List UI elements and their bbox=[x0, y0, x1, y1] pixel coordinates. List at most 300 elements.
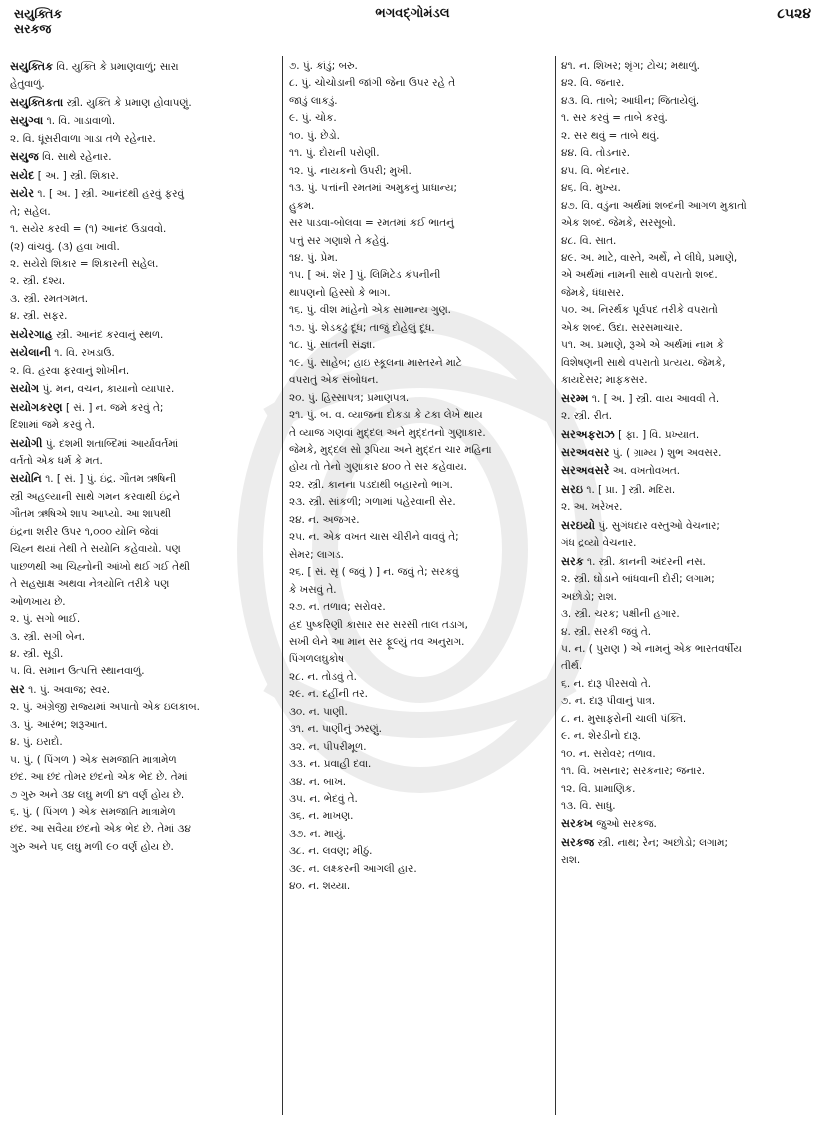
book-title: ભગવદ્ગોમંડલ bbox=[375, 6, 450, 21]
definition-text: ૧૫. [ અં. શૅર ] પું. લિમિટેડ કંપનીની bbox=[289, 269, 441, 282]
definition-text: ૩૩. ન. પ્રવાહી દવા. bbox=[289, 758, 372, 771]
text-line bbox=[289, 582, 551, 599]
definition-text: ગંધ દ્રવ્યો વેચનાર. bbox=[561, 537, 637, 550]
text-line bbox=[561, 215, 818, 232]
definition-text: ૧૮. પું. સાતની સંજ્ઞા. bbox=[289, 339, 376, 352]
text-line bbox=[10, 717, 278, 734]
definition-text: ૨૫. ન. એક વખત ચાસ ચીરીને વાવવું તે; bbox=[289, 531, 459, 544]
text-line bbox=[10, 524, 278, 541]
definition-text: ૧૧. વિ. ખસનાર; સરકનાર; જનાર. bbox=[561, 765, 706, 778]
definition-text: ૧. વિ. રખડાઉ. bbox=[50, 347, 115, 360]
definition-text: ૪૫. વિ. ભેદનાર. bbox=[561, 164, 630, 177]
definition-text: ૨૪. ન. અજગર. bbox=[289, 513, 360, 526]
headword: સરકજ bbox=[561, 835, 595, 849]
definition-text: તીર્થ. bbox=[561, 660, 583, 673]
definition-text: ૪૩. વિ. તાબે; આધીન; જિતાયેલું. bbox=[561, 94, 700, 107]
definition-text: એક શબ્દ. ઉદા. સરસમાચાર. bbox=[561, 321, 683, 334]
definition-text: તે વ્યાજ ગણવાં મુદ્દલ અને મુદ્દતનો ગુણાકાર. bbox=[289, 426, 486, 439]
definition-text: ૧૨. વિ. પ્રામાણિક. bbox=[561, 782, 636, 795]
column-divider bbox=[282, 56, 283, 1115]
definition-text: ૩૯. ન. લક્ષ્કરની આગલી હાર. bbox=[289, 862, 417, 875]
definition-text: છંદ. આ છંદ તોમર છંદનો એક ભેદ છે. તેમાં bbox=[10, 771, 188, 784]
definition-text: તે; સહેલ. bbox=[10, 205, 51, 218]
definition-text: ૩૬. ન. માખણ. bbox=[289, 810, 354, 823]
text-line bbox=[289, 355, 551, 372]
text-line bbox=[289, 791, 551, 808]
text-line bbox=[289, 233, 551, 250]
text-line bbox=[561, 180, 818, 197]
text-line bbox=[561, 302, 818, 319]
text-line bbox=[561, 798, 818, 815]
definition-text: વર્તતો એક ધર્મ કે મત. bbox=[10, 454, 103, 467]
definition-text: ૪૯. અ. માટે, વાસ્તે, અર્થે, ને લીધે, પ્રમાણે, bbox=[561, 251, 738, 264]
text-line bbox=[561, 711, 818, 728]
definition-text: ૨૭. ન. તળાવ; સરોવર. bbox=[289, 601, 386, 614]
definition-text: ૯. પું. ચોક. bbox=[289, 112, 337, 125]
definition-text: ૧૬. પું. વીશ માંહેનો એક સામાન્ય ગુણ. bbox=[289, 304, 451, 317]
text-line bbox=[289, 739, 551, 756]
definition-text: ૨૨. સ્ત્રી. કાનના પડદાથી બહારનો ભાગ. bbox=[289, 478, 453, 491]
entry-line bbox=[561, 426, 818, 444]
text-line bbox=[289, 529, 551, 546]
text-line bbox=[289, 267, 551, 284]
definition-text: તે સહસ્રાક્ષ અથવા નેત્રયોનિ તરીકે પણ bbox=[10, 578, 170, 591]
entry-line bbox=[561, 834, 818, 852]
entry-line bbox=[561, 444, 818, 462]
text-line bbox=[289, 337, 551, 354]
text-line bbox=[289, 302, 551, 319]
text-line bbox=[561, 589, 818, 606]
definition-text: ૪. સ્ત્રી. સરકી જવું તે. bbox=[561, 625, 652, 638]
text-line bbox=[561, 128, 818, 145]
entry-line bbox=[10, 470, 278, 488]
definition-text: અ. વખતોવખત. bbox=[609, 465, 681, 478]
column-1 bbox=[10, 58, 278, 1117]
definition-text: ૨૮. ન. તોડવું તે. bbox=[289, 670, 357, 683]
text-line bbox=[10, 611, 278, 628]
definition-text: (૨) વાંચવું. (૩) હવા ખાવી. bbox=[10, 240, 120, 253]
text-line bbox=[561, 58, 818, 75]
definition-text: ૫. વિ. સમાન ઉત્પત્તિ સ્થાનવાળું. bbox=[10, 665, 145, 678]
text-line bbox=[10, 489, 278, 506]
text-line bbox=[561, 372, 818, 389]
text-line bbox=[561, 499, 818, 516]
text-line bbox=[289, 494, 551, 511]
definition-text: પિંગળલઘુકોષ bbox=[289, 653, 345, 666]
definition-text: ૪૧. ન. શિખર; શૃંગ; ટોચ; મથાળું. bbox=[561, 60, 700, 72]
definition-text: ૧. [ સં. ] પું. ઇંદ્ર. ગૌતમ ઋષિની bbox=[41, 473, 177, 486]
headword: સયોગકરણ bbox=[10, 400, 63, 414]
text-line bbox=[10, 821, 278, 838]
definition-text: સ્ત્રી અહલ્યાની સાથે ગમન કરવાથી ઇંદ્રને bbox=[10, 490, 181, 503]
text-line bbox=[10, 734, 278, 751]
definition-text: ૮. પું. ચોચોડાની જાંગી જેના ઉપર રહે તે bbox=[289, 77, 456, 90]
definition-text: ૧૨. પું. નાયકનો ઉપરી; મુખી. bbox=[289, 164, 412, 177]
text-line bbox=[10, 221, 278, 238]
text-line bbox=[10, 417, 278, 434]
text-line bbox=[10, 291, 278, 308]
definition-text: જેમકે, મુદ્દલ સો રૂપિયા અને મુદ્દત ચાર મહિના bbox=[289, 443, 492, 456]
text-line bbox=[289, 477, 551, 494]
definition-text: ૪. પું. ઇરાદો. bbox=[10, 736, 63, 749]
entry-line bbox=[561, 553, 818, 571]
definition-text: [ સં. ] ન. જમે કરવું તે; bbox=[62, 401, 164, 414]
definition-text: થાપણનો હિસ્સો કે ભાગ. bbox=[289, 286, 391, 299]
text-line bbox=[289, 285, 551, 302]
definition-text: ૩૧. ન. પાણીનું ઝરણું. bbox=[289, 723, 382, 736]
headword: સયોનિ bbox=[10, 472, 42, 486]
definition-text: ૩. સ્ત્રી. સગી બેન. bbox=[10, 630, 86, 643]
entry-line bbox=[10, 435, 278, 453]
definition-text: પત્તું સર ગણાશે તે કહેવું. bbox=[289, 234, 390, 247]
definition-text: સ્ત્રી. યુક્તિ કે પ્રમાણ હોવાપણું. bbox=[63, 96, 192, 109]
entry-line bbox=[561, 462, 818, 480]
definition-text: ૧૭. પું. શેડકઢું દૂધ; તાજું દોહેલું દૂધ. bbox=[289, 321, 435, 334]
definition-text: ૧૩. પું. પત્તાંની રમતમાં અમુકનું પ્રાધાન્ય; bbox=[289, 182, 457, 195]
definition-text: ૧. [ અ. ] સ્ત્રી. આનંદથી હરવું ફરવું bbox=[34, 188, 184, 201]
text-line bbox=[561, 337, 818, 354]
definition-text: ૧૧. પું. દોરાની પરોણી. bbox=[289, 147, 380, 160]
headword: સરઅવસર bbox=[561, 445, 610, 459]
definition-text: ૧૪. પું. પ્રેમ. bbox=[289, 251, 338, 264]
text-line bbox=[289, 250, 551, 267]
text-line bbox=[289, 320, 551, 337]
text-line bbox=[561, 852, 818, 869]
definition-text: ૫૦. અ. નિરર્થક પૂર્વપદ તરીકે વપરાતો bbox=[561, 304, 718, 317]
text-line bbox=[10, 308, 278, 325]
definition-text: વિ. યુક્તિ કે પ્રમાણવાળું; સારા bbox=[53, 61, 179, 73]
text-line bbox=[289, 128, 551, 145]
definition-text: ૨. પું. સગો ભાઈ. bbox=[10, 613, 81, 626]
text-line bbox=[561, 728, 818, 745]
header-last-word: સરકજ bbox=[14, 21, 52, 36]
definition-text: સ્ત્રી. નાથ; રેન; અછોડો; લગામ; bbox=[594, 836, 728, 849]
text-line bbox=[561, 763, 818, 780]
definition-text: ૧. [ પ્રા. ] સ્ત્રી. મદિરા. bbox=[583, 483, 676, 496]
text-line bbox=[289, 390, 551, 407]
text-line bbox=[289, 669, 551, 686]
text-line bbox=[561, 163, 818, 180]
definition-text: ૫૧. અ. પ્રમાણે, રૂએ એ અર્થમાં નામ કે bbox=[561, 339, 724, 352]
text-line bbox=[10, 699, 278, 716]
text-line bbox=[289, 861, 551, 878]
definition-text: ૨. સયેરો શિકાર = શિકારની સહેલ. bbox=[10, 257, 159, 270]
definition-text: ઇંદ્રના શરીર ઉપર ૧,૦૦૦ યોનિ જેવાં bbox=[10, 525, 159, 538]
text-line bbox=[289, 843, 551, 860]
definition-text: ૪. સ્ત્રી. સૂડી. bbox=[10, 647, 64, 660]
text-line bbox=[289, 75, 551, 92]
entry-line bbox=[10, 167, 278, 185]
definition-text: ૩. સ્ત્રી. ચરક; પક્ષીની હગાર. bbox=[561, 608, 680, 621]
headword: સયેદ bbox=[10, 168, 35, 182]
definition-text: ૧. [ અ. ] સ્ત્રી. વાય આવવી તે. bbox=[588, 392, 720, 405]
text-line bbox=[289, 163, 551, 180]
definition-text: ૧. સર કરવું = તાબે કરવું. bbox=[561, 112, 668, 125]
headword: સયોગ bbox=[10, 382, 40, 396]
text-line bbox=[561, 355, 818, 372]
text-line bbox=[561, 267, 818, 284]
definition-text: છંદ. આ સવૈયા છંદનો એક ભેદ છે. તેમાં ૩૪ bbox=[10, 823, 191, 836]
entry-line bbox=[10, 681, 278, 699]
definition-text: ૪૮. વિ. સાત. bbox=[561, 234, 617, 247]
text-line bbox=[289, 459, 551, 476]
text-line bbox=[289, 372, 551, 389]
text-line bbox=[10, 629, 278, 646]
definition-text: હેતુવાળું. bbox=[10, 78, 45, 91]
definition-text: પું. મન, વચન, કાયાનો વ્યાપાર. bbox=[39, 383, 175, 396]
entry-line bbox=[561, 517, 818, 535]
headword: સયુક્તિક bbox=[10, 60, 54, 73]
text-line bbox=[289, 617, 551, 634]
text-line bbox=[289, 215, 551, 232]
text-line bbox=[561, 110, 818, 127]
definition-text: ચિહ્ન થયાં તેથી તે સયોનિ કહેવાયો. પણ bbox=[10, 543, 181, 556]
definition-text: ૨. વિ. ધૂંસરીવાળા ગાડા તળે રહેનાર. bbox=[10, 132, 156, 145]
text-line bbox=[10, 787, 278, 804]
entry-line bbox=[10, 94, 278, 112]
entry-line bbox=[10, 380, 278, 398]
definition-text: ૪૦. ન. શય્યા. bbox=[289, 880, 351, 893]
text-line bbox=[561, 93, 818, 110]
text-line bbox=[289, 808, 551, 825]
entry-line bbox=[10, 58, 278, 76]
text-line bbox=[289, 407, 551, 424]
text-line bbox=[561, 676, 818, 693]
text-line bbox=[10, 506, 278, 523]
text-line bbox=[561, 75, 818, 92]
definition-text: ૨૯. ન. દહીંની તર. bbox=[289, 688, 368, 701]
headword: સરઅફરાઝ bbox=[561, 427, 615, 441]
text-line bbox=[561, 571, 818, 588]
text-line bbox=[289, 756, 551, 773]
text-line bbox=[561, 641, 818, 658]
definition-text: ૫. ન. ( પુરાણ ) એ નામનું એક ભારતવર્ષીય bbox=[561, 642, 742, 655]
definition-text: ૮. ન. મુસાફરોની ચાલી પંક્તિ. bbox=[561, 712, 687, 725]
headword: સરઇયો bbox=[561, 518, 595, 532]
headword: સરઅવસરે bbox=[561, 464, 610, 478]
text-line bbox=[289, 878, 551, 895]
column-divider bbox=[555, 56, 556, 1115]
text-line bbox=[10, 453, 278, 470]
definition-text: રાશ. bbox=[561, 854, 581, 867]
definition-text: ૩. સ્ત્રી. રમતગમત. bbox=[10, 292, 89, 305]
definition-text: ૭. પું. કાંડું; બરુ. bbox=[289, 60, 358, 72]
definition-text: ૭. ન. દારૂ પીવાનું પાત્ર. bbox=[561, 695, 656, 708]
definition-text: ૩૨. ન. પીપરીમૂળ. bbox=[289, 740, 367, 753]
text-line bbox=[561, 658, 818, 675]
definition-text: ૪૭. વિ. વડુંના અર્થમાં શબ્દની આગળ મુકાતો bbox=[561, 199, 747, 212]
definition-text: ૪૪. વિ. તોડનાર. bbox=[561, 147, 631, 160]
text-line bbox=[10, 752, 278, 769]
definition-text: પું. સુગંધદાર વસ્તુઓ વેચનાર; bbox=[595, 519, 720, 532]
definition-text: વપરાતું એક સંબોધન. bbox=[289, 374, 379, 387]
definition-text: એક શબ્દ. જેમકે, સરસૂબો. bbox=[561, 217, 676, 230]
definition-text: ૩૫. ન. ભેદવું તે. bbox=[289, 793, 358, 806]
text-line bbox=[10, 576, 278, 593]
definition-text: ૧૦. ન. સરોવર; તળાવ. bbox=[561, 747, 656, 760]
entry-line bbox=[561, 481, 818, 499]
text-line bbox=[289, 442, 551, 459]
definition-text: ૪. સ્ત્રી. સફર. bbox=[10, 310, 68, 323]
text-line bbox=[10, 839, 278, 856]
entry-line bbox=[10, 344, 278, 362]
entry-line bbox=[10, 185, 278, 203]
definition-text: પું. ( ગ્રામ્ય ) શુભ અવસર. bbox=[609, 446, 722, 459]
headword: સયોગી bbox=[10, 436, 43, 450]
text-line bbox=[10, 273, 278, 290]
definition-text: સ્ત્રી. આનંદ કરવાનું સ્થળ. bbox=[52, 328, 164, 341]
definition-text: સર પાડવા-બોલવા = રમતમાં કઈ ભાતનું bbox=[289, 217, 454, 230]
definition-text: દિશામાં જમે કરવું તે. bbox=[10, 419, 96, 432]
definition-text: ૪૨. વિ. જનાર. bbox=[561, 77, 625, 90]
definition-text: ૧. વિ. ગાડાવાળો. bbox=[43, 115, 116, 128]
text-line bbox=[561, 624, 818, 641]
text-line bbox=[289, 686, 551, 703]
text-line bbox=[10, 204, 278, 221]
definition-text: ૨. સ્ત્રી. રીત. bbox=[561, 410, 613, 423]
text-line bbox=[289, 599, 551, 616]
headword: સર bbox=[10, 682, 25, 696]
entry-line bbox=[10, 326, 278, 344]
definition-text: હ્રદ પુષ્કરિણી કાસાર સર સરસી તાલ તડાગ, bbox=[289, 618, 468, 631]
definition-text: ગુરુ અને ૫૬ લઘુ મળી ૯૦ વર્ણ હોય છે. bbox=[10, 840, 174, 853]
definition-text: વિ. સાથે રહેનાર. bbox=[38, 151, 112, 164]
definition-text: ૧૩. વિ. સાધુ. bbox=[561, 800, 616, 813]
text-line bbox=[289, 198, 551, 215]
text-line bbox=[289, 564, 551, 581]
headword: સરમ્મ bbox=[561, 391, 589, 405]
text-line bbox=[10, 256, 278, 273]
definition-text: ૭ ગુરુ અને ૩૪ લઘુ મળી ૪૧ વર્ણ હોય છે. bbox=[10, 788, 185, 801]
text-line bbox=[561, 693, 818, 710]
definition-text: વિશેષણની સાથે વપરાતો પ્રત્યય. જેમકે, bbox=[561, 356, 726, 369]
definition-text: જુઓ સરકજ. bbox=[592, 818, 657, 831]
definition-text: સખી લેને આ માન સર ફૂલ્યું તવ અનુરાગ. bbox=[289, 635, 465, 648]
text-line bbox=[10, 646, 278, 663]
text-line bbox=[289, 425, 551, 442]
text-line bbox=[289, 826, 551, 843]
definition-text: હોય તો તેનો ગુણાકાર ૪૦૦ તે સર કહેવાય. bbox=[289, 461, 467, 474]
headword: સરકખ bbox=[561, 817, 593, 831]
entry-line bbox=[10, 399, 278, 417]
text-line bbox=[10, 541, 278, 558]
headword: સયેલાની bbox=[10, 346, 51, 360]
text-line bbox=[561, 145, 818, 162]
text-line bbox=[561, 233, 818, 250]
text-line bbox=[561, 606, 818, 623]
definition-text: એ અર્થમાં નામની સાથે વપરાતો શબ્દ. bbox=[561, 269, 718, 282]
header-first-word: સયુક્તિક bbox=[14, 6, 63, 21]
text-line bbox=[10, 663, 278, 680]
headword: સયેર bbox=[10, 187, 35, 201]
text-line bbox=[561, 285, 818, 302]
definition-text: હુકમ. bbox=[289, 199, 315, 212]
definition-text: ૨. અ. ખરેખર. bbox=[561, 501, 623, 514]
text-line bbox=[289, 651, 551, 668]
definition-text: જાડું લાકડું. bbox=[289, 94, 338, 107]
column-2 bbox=[289, 58, 551, 1117]
definition-text: પું. દશમી શતાબ્દિમાં આર્યાવર્તમાં bbox=[42, 437, 179, 450]
text-line bbox=[289, 547, 551, 564]
headword: સયેરગાહ bbox=[10, 327, 53, 341]
definition-text: ૧૦. પું. છેડો. bbox=[289, 129, 340, 142]
entry-line bbox=[10, 148, 278, 166]
definition-text: ૨૧. પું. બ. વ. વ્યાજના દોકડા કે ટકા લેખે થાય bbox=[289, 409, 483, 422]
headword: સરક bbox=[561, 554, 584, 568]
definition-text: ૬. ન. દારૂ પીરસવો તે. bbox=[561, 677, 652, 690]
text-line bbox=[561, 535, 818, 552]
headword: સયુજ bbox=[10, 150, 39, 164]
text-line bbox=[289, 145, 551, 162]
text-line bbox=[10, 559, 278, 576]
definition-text: ૩૪. ન. બાખ. bbox=[289, 775, 347, 788]
text-line bbox=[289, 93, 551, 110]
definition-text: સેમર; લાગડ. bbox=[289, 548, 344, 561]
entry-line bbox=[561, 815, 818, 833]
definition-text: પાછળથી આ ચિહ્નોની આંખો થઈ ગઈ તેથી bbox=[10, 560, 191, 573]
text-line bbox=[10, 239, 278, 256]
definition-text: ૧૯. પું. સાહેબ; હાઇ સ્કૂલના માસ્તરને માટે bbox=[289, 356, 462, 369]
text-line bbox=[289, 512, 551, 529]
definition-text: ૨૩. સ્ત્રી. સાંકળી; ગળામાં પહેરવાની સેર. bbox=[289, 496, 456, 509]
definition-text: [ ફા. ] વિ. પ્રખ્યાત. bbox=[614, 428, 700, 441]
definition-text: ૩૦. ન. પાણી. bbox=[289, 705, 348, 718]
definition-text: ૨. વિ. હરવા ફરવાનું શોખીન. bbox=[10, 364, 130, 377]
definition-text: ૨. સર થવું = તાબે થવું. bbox=[561, 129, 660, 142]
headword: સયુક્તિકતા bbox=[10, 95, 64, 109]
definition-text: ૫. પું. ( પિંગળ ) એક સમજાતિ માત્રામેળ bbox=[10, 753, 177, 766]
definition-text: કાયદેસર; માફકસર. bbox=[561, 374, 648, 387]
text-line bbox=[289, 704, 551, 721]
text-line bbox=[289, 58, 551, 75]
definition-text: ૧. પું. અવાજ; સ્વર. bbox=[24, 683, 111, 696]
column-3 bbox=[561, 58, 818, 1117]
text-line bbox=[289, 634, 551, 651]
text-line bbox=[561, 408, 818, 425]
text-line bbox=[10, 363, 278, 380]
definition-text: ૨. સ્ત્રી. દશ્ય. bbox=[10, 275, 66, 288]
page-number: ૮૫૨૪ bbox=[777, 6, 811, 22]
headword: સરઇ bbox=[561, 482, 584, 496]
text-line bbox=[289, 721, 551, 738]
text-line bbox=[10, 131, 278, 148]
definition-text: ઓળખાય છે. bbox=[10, 595, 66, 608]
definition-text: ૨૦. પું. હિસ્સાપત્ર; પ્રમાણપત્ર. bbox=[289, 391, 410, 404]
definition-text: ૩૭. ન. માયું. bbox=[289, 827, 346, 840]
definition-text: કે ખસવું તે. bbox=[289, 583, 337, 596]
text-line bbox=[561, 198, 818, 215]
entry-line bbox=[561, 390, 818, 408]
text-line bbox=[561, 320, 818, 337]
text-line bbox=[10, 594, 278, 611]
text-line bbox=[289, 774, 551, 791]
text-line bbox=[561, 781, 818, 798]
definition-text: ૬. પું. ( પિંગળ ) એક સમજાતિ માત્રામેળ bbox=[10, 806, 176, 819]
definition-text: [ અ. ] સ્ત્રી. શિકાર. bbox=[34, 169, 119, 182]
text-line bbox=[289, 180, 551, 197]
definition-text: ૧. સયેર કરવી = (૧) આનંદ ઉડાવવો. bbox=[10, 223, 167, 236]
definition-text: ૯. ન. શેરડીનો દારૂ. bbox=[561, 730, 641, 743]
text-line bbox=[10, 804, 278, 821]
text-line bbox=[561, 746, 818, 763]
text-line bbox=[289, 110, 551, 127]
definition-text: જેમકે, ધંધાસર. bbox=[561, 286, 625, 299]
definition-text: ૨. સ્ત્રી. ઘોડાને બાંધવાની દોરી; લગામ; bbox=[561, 573, 715, 586]
definition-text: ૨. પું. અંગ્રેજી રાજ્યમાં અપાતો એક ઇલકાબ. bbox=[10, 701, 200, 714]
definition-text: ૩૮. ન. લવણ; મીઠું. bbox=[289, 845, 373, 858]
definition-text: ૩. પું. આરંભ; શરૂઆત. bbox=[10, 718, 108, 731]
text-line bbox=[10, 769, 278, 786]
